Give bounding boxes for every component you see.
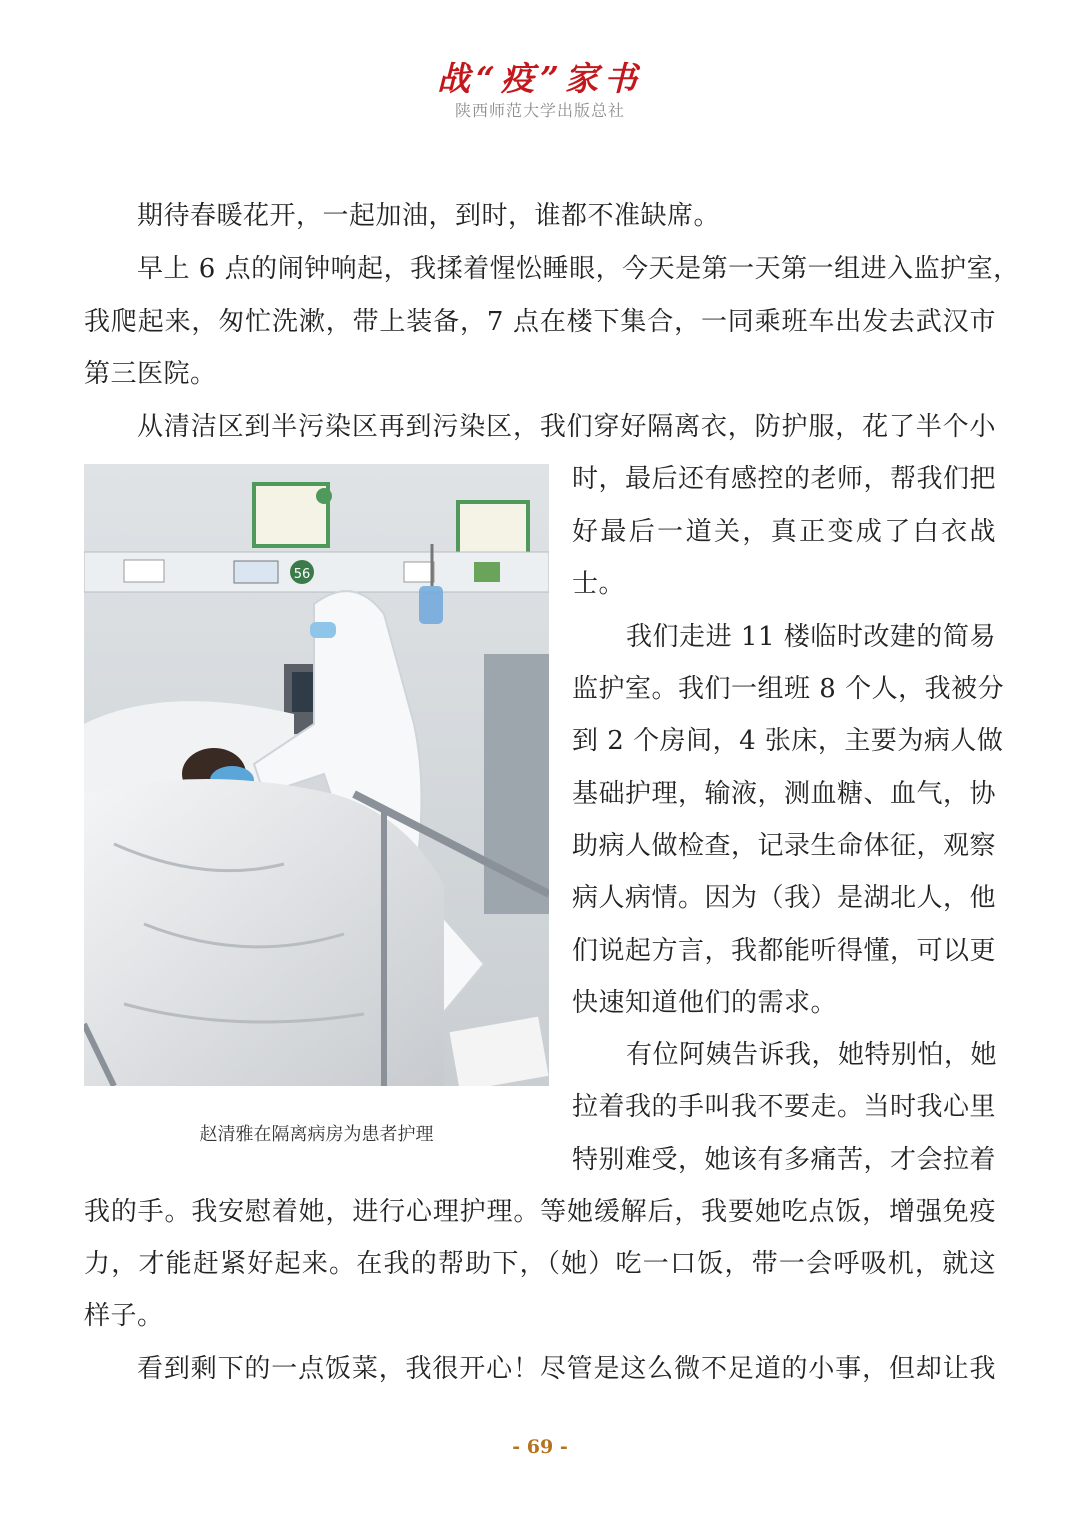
text-line: 病人病情。因为（我）是湖北人，他 [572,883,997,913]
text-line: 我们走进 11 楼临时改建的简易 [626,622,996,652]
text-line: 第三医院。 [84,359,217,389]
text-line: 力，才能赶紧好起来。在我的帮助下，（她）吃一口饭，带一会呼吸机，就这 [84,1249,996,1279]
text-line: 基础护理，输液，测血糖、血气，协 [572,779,997,809]
text-line: 们说起方言，我都能听得懂，可以更 [572,936,997,966]
text-line: 看到剩下的一点饭菜，我很开心！尽管是这么微不足道的小事，但却让我 [137,1354,996,1384]
text-line: 我的手。我安慰着她，进行心理护理。等她缓解后，我要她吃点饭，增强免疫 [84,1197,996,1227]
text-line: 士。 [572,569,626,599]
text-line: 有位阿姨告诉我，她特别怕，她 [626,1040,998,1070]
ward-photo [84,464,549,1086]
text-line: 好最后一道关，真正变成了白衣战 [572,517,996,547]
text-line: 到 2 个房间，4 张床，主要为病人做 [572,726,1004,756]
text-line: 从清洁区到半污染区再到污染区，我们穿好隔离衣，防护服，花了半个小 [137,412,996,442]
text-line: 拉着我的手叫我不要走。当时我心里 [572,1092,997,1122]
text-line: 快速知道他们的需求。 [572,988,838,1018]
text-line: 特别难受，她该有多痛苦，才会拉着 [572,1145,997,1175]
text-line: 监护室。我们一组班 8 个人，我被分 [572,674,1005,704]
text-line: 我爬起来，匆忙洗漱，带上装备，7 点在楼下集合，一同乘班车出发去武汉市 [84,307,996,337]
page-header [0,58,1080,122]
text-line: 期待春暖花开，一起加油，到时，谁都不准缺席。 [137,201,721,231]
bed-number-label: 56 [293,567,311,582]
book-title: 战“疫”家书 [437,59,643,98]
text-line: 时，最后还有感控的老师，帮我们把 [572,464,997,494]
publisher-name: 陕西师范大学出版总社 [454,101,625,120]
text-line: 早上 6 点的闹钟响起，我揉着惺忪睡眼，今天是第一天第一组进入监护室， [137,254,1020,284]
photo-caption: 赵清雅在隔离病房为患者护理 [199,1124,434,1145]
text-line: 样子。 [84,1301,164,1331]
page-number: - 69 - [512,1436,568,1458]
text-line: 助病人做检查，记录生命体征，观察 [572,831,997,861]
